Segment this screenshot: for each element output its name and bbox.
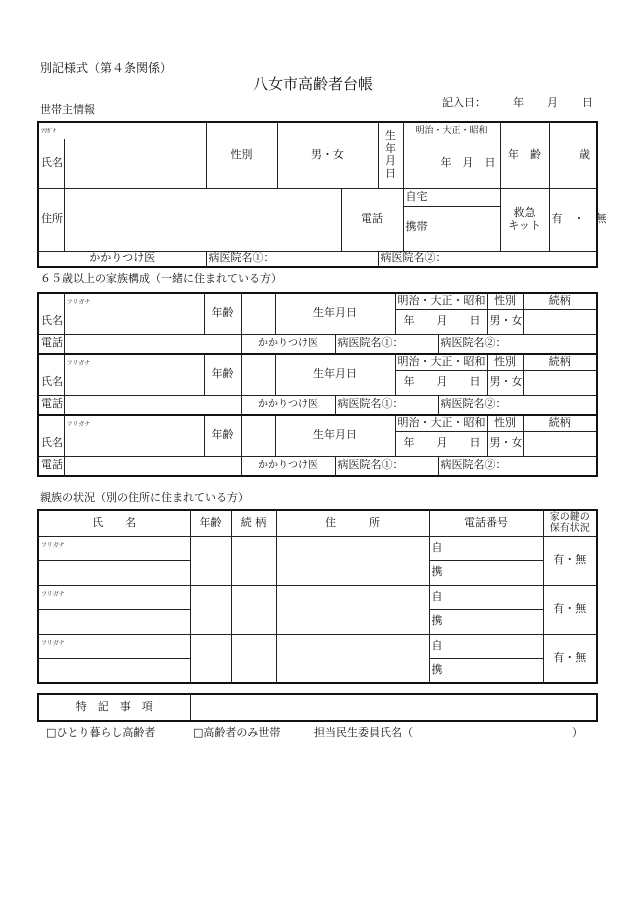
family-phone-label: 電話 — [38, 334, 64, 354]
family-era-options[interactable]: 明治・大正・昭和 — [395, 354, 487, 370]
head-era-options[interactable]: 明治・大正・昭和 — [403, 122, 500, 139]
head-birth-label: 生年 月日 — [378, 122, 403, 188]
rel-age-field[interactable] — [190, 536, 231, 585]
family-birth-label: 生年月日 — [275, 293, 395, 334]
rel-col-age: 年齢 — [190, 510, 231, 536]
rel-furigana-label: フリガナ — [41, 590, 65, 598]
family-doctor-label: かかりつけ医 — [241, 395, 335, 415]
form-id: 別記様式（第４条関係） — [40, 61, 173, 75]
family-relation-field[interactable] — [523, 309, 597, 334]
head-kit-label: 救急 キット — [500, 188, 549, 251]
rel-relation-field[interactable] — [231, 634, 276, 683]
family-relation-label: 続柄 — [523, 354, 597, 370]
family-name-label: 氏名 — [38, 309, 64, 334]
head-mobile-label: 携帯 — [403, 206, 500, 251]
head-kit-options[interactable]: 有 ・ 無 — [549, 188, 597, 251]
rel-home-label[interactable]: 自 — [429, 536, 543, 560]
rel-furigana-label: フリガナ — [41, 541, 65, 549]
head-home-label: 自宅 — [403, 188, 500, 206]
notes-table — [37, 693, 598, 722]
officer-label: 担当民生委員氏名（ — [314, 726, 413, 739]
family-name-field[interactable] — [64, 370, 204, 395]
rel-home-label[interactable]: 自 — [429, 634, 543, 658]
rel-name-field[interactable] — [38, 560, 190, 585]
page-title: 八女市高齢者台帳 — [253, 75, 374, 93]
family-birth-ymd[interactable]: 年 月 日 — [395, 309, 487, 334]
rel-mobile-label[interactable]: 携 — [429, 609, 543, 634]
family-furigana-label: フリガナ — [66, 299, 91, 306]
family-furigana-label: フリガナ — [66, 421, 91, 428]
family-hospital2[interactable]: 病医院名②： — [438, 334, 597, 354]
family-phone-field[interactable] — [64, 395, 241, 415]
family-birth-ymd[interactable]: 年 月 日 — [395, 370, 487, 395]
family-sex-options[interactable]: 男・女 — [487, 370, 523, 395]
officer-close: ） — [572, 726, 583, 739]
entry-date-month: 月 — [547, 96, 558, 109]
head-hospital2[interactable]: 病医院名②： — [378, 251, 597, 267]
family-relation-field[interactable] — [523, 431, 597, 456]
head-sex-label: 性別 — [206, 122, 277, 188]
rel-col-name: 氏 名 — [38, 510, 190, 536]
rel-key-options[interactable]: 有・無 — [543, 585, 597, 634]
rel-name-field[interactable] — [38, 658, 190, 683]
rel-col-phone: 電話番号 — [429, 510, 543, 536]
entry-date-day: 日 — [582, 96, 593, 109]
rel-mobile-label[interactable]: 携 — [429, 560, 543, 585]
family-name-label: 氏名 — [38, 370, 64, 395]
head-address-label: 住所 — [38, 188, 64, 251]
family-doctor-label: かかりつけ医 — [241, 334, 335, 354]
head-doctor-label: かかりつけ医 — [38, 251, 206, 267]
rel-col-key: 家の鍵の 保有状況 — [543, 510, 597, 536]
rel-relation-field[interactable] — [231, 585, 276, 634]
head-age-unit: 歳 — [549, 122, 597, 188]
family-hospital1[interactable]: 病医院名①： — [335, 395, 438, 415]
family-age-field[interactable] — [241, 354, 275, 395]
head-name-field[interactable] — [64, 139, 206, 188]
rel-key-options[interactable]: 有・無 — [543, 536, 597, 585]
head-phone-label: 電話 — [341, 188, 403, 251]
rel-mobile-label[interactable]: 携 — [429, 658, 543, 683]
family-age-field[interactable] — [241, 293, 275, 334]
family-sex-label: 性別 — [487, 415, 523, 431]
head-birth-ymd[interactable]: 年 月 日 — [403, 139, 500, 188]
rel-key-options[interactable]: 有・無 — [543, 634, 597, 683]
rel-name-field[interactable] — [38, 609, 190, 634]
family-relation-label: 続柄 — [523, 415, 597, 431]
family-phone-label: 電話 — [38, 456, 64, 476]
relatives-table — [37, 509, 598, 684]
head-hospital1[interactable]: 病医院名①： — [206, 251, 378, 267]
family-age-label: 年齢 — [204, 415, 241, 456]
rel-age-field[interactable] — [190, 634, 231, 683]
head-sex-options[interactable]: 男・女 — [277, 122, 378, 188]
family-table — [37, 292, 598, 477]
rel-address-field[interactable] — [276, 585, 429, 634]
family-phone-label: 電話 — [38, 395, 64, 415]
family-hospital2[interactable]: 病医院名②： — [438, 395, 597, 415]
family-name-field[interactable] — [64, 431, 204, 456]
elderly-only-checkbox[interactable]: □高齢者のみ世帯 — [193, 726, 281, 739]
family-age-field[interactable] — [241, 415, 275, 456]
family-sex-label: 性別 — [487, 354, 523, 370]
rel-home-label[interactable]: 自 — [429, 585, 543, 609]
family-phone-field[interactable] — [64, 456, 241, 476]
family-era-options[interactable]: 明治・大正・昭和 — [395, 293, 487, 309]
rel-address-field[interactable] — [276, 634, 429, 683]
rel-relation-field[interactable] — [231, 536, 276, 585]
entry-date-label: 記入日： — [442, 96, 486, 109]
rel-furigana-label: フリガナ — [41, 639, 65, 647]
family-birth-label: 生年月日 — [275, 415, 395, 456]
family-sex-options[interactable]: 男・女 — [487, 309, 523, 334]
family-furigana-label: フリガナ — [66, 360, 91, 367]
entry-date-year: 年 — [513, 96, 524, 109]
family-hospital1[interactable]: 病医院名①： — [335, 334, 438, 354]
head-address-field[interactable] — [64, 188, 341, 251]
rel-col-address: 住 所 — [276, 510, 429, 536]
notes-label: 特 記 事 項 — [38, 694, 190, 721]
family-age-label: 年齢 — [204, 354, 241, 395]
head-age-label: 年 齢 — [500, 122, 549, 188]
notes-field[interactable] — [190, 694, 597, 721]
family-relation-field[interactable] — [523, 370, 597, 395]
family-name-field[interactable] — [64, 309, 204, 334]
family-phone-field[interactable] — [64, 334, 241, 354]
family-relation-label: 続柄 — [523, 293, 597, 309]
family-section-title: ６５歳以上の家族構成（一緒に住まれている方） — [40, 272, 282, 285]
family-doctor-label: かかりつけ医 — [241, 456, 335, 476]
family-birth-ymd[interactable]: 年 月 日 — [395, 431, 487, 456]
head-table — [37, 121, 607, 268]
family-sex-options[interactable]: 男・女 — [487, 431, 523, 456]
rel-age-field[interactable] — [190, 585, 231, 634]
rel-address-field[interactable] — [276, 536, 429, 585]
head-name-label: 氏名 — [38, 139, 64, 188]
family-birth-label: 生年月日 — [275, 354, 395, 395]
family-hospital1[interactable]: 病医院名①： — [335, 456, 438, 476]
family-age-label: 年齢 — [204, 293, 241, 334]
living-alone-checkbox[interactable]: □ひとり暮らし高齢者 — [46, 726, 156, 739]
relatives-section-title: 親族の状況（別の住所に住まれている方） — [40, 491, 249, 504]
head-section-title: 世帯主情報 — [40, 103, 95, 116]
head-furigana-label: ﾌﾘｶﾞﾅ — [41, 128, 57, 135]
family-era-options[interactable]: 明治・大正・昭和 — [395, 415, 487, 431]
rel-col-relation: 続 柄 — [231, 510, 276, 536]
family-hospital2[interactable]: 病医院名②： — [438, 456, 597, 476]
family-sex-label: 性別 — [487, 293, 523, 309]
family-name-label: 氏名 — [38, 431, 64, 456]
